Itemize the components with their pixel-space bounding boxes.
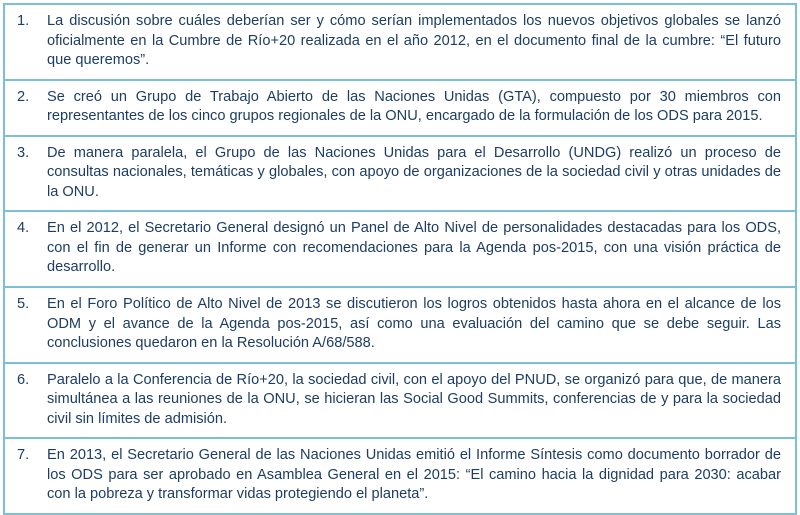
item-text: En el 2012, el Secretario General designó un Panel de Alto Nivel de personalidades destacadas para los ODS, con el fin de generar un Informe con recomendaciones para la Agenda pos-2015, con una visión práctica de desarrollo. [47, 220, 781, 276]
list-item [5, 137, 795, 213]
item-text: Paralelo a la Conferencia de Río+20, la sociedad civil, con el apoyo del PNUD, se organizó para que, de manera simultánea a las reuniones de la ONU, se hicieran las Social Good Summits, conferencias de y para la sociedad civil sin límites de admisión. [47, 371, 781, 427]
list-item [5, 5, 795, 81]
item-number: 3. [17, 144, 30, 161]
item-number: 4. [17, 220, 30, 237]
item-number: 7. [17, 447, 30, 464]
item-number: 1. [17, 13, 30, 29]
item-text: Se creó un Grupo de Trabajo Abierto de las Naciones Unidas (GTA), compuesto por 30 miembros con representantes de los cinco grupos regionales de la ONU, encargado de la formulación de los ODS para 2015. [47, 88, 781, 125]
item-text: La discusión sobre cuáles deberían ser y cómo serían implementados los nuevos objetivos globales se lanzó oficialmente en la Cumbre de Río+20 realizada en el año 2012, en el documento final de la cumbre: “El futuro que queremos”. [47, 13, 781, 69]
item-number: 2. [17, 88, 30, 105]
item-text: En 2013, el Secretario General de las Naciones Unidas emitió el Informe Síntesis como documento borrador de los ODS para ser aprobado en Asamblea General en el 2015: “El camino hacia la dignidad para 2030: acabar con la pobreza y transformar vidas protegiendo el planeta”. [47, 447, 781, 503]
ods-timeline-table [3, 3, 797, 515]
item-text: En el Foro Político de Alto Nivel de 2013 se discutieron los logros obtenidos hasta ahora en el alcance de los ODM y el avance de la Agenda pos-2015, así como una evaluación del camino que se debe seguir. Las conclusiones quedaron en la Resolución A/68/588. [47, 296, 781, 352]
item-text: De manera paralela, el Grupo de las Naciones Unidas para el Desarrollo (UNDG) realizó un proceso de consultas nacionales, temáticas y globales, con apoyo de organizaciones de la sociedad civil y otras unidades de la ONU. [47, 144, 781, 200]
list-item [5, 364, 795, 440]
list-item [5, 439, 795, 513]
list-item [5, 81, 795, 137]
item-number: 6. [17, 371, 30, 388]
item-number: 5. [17, 296, 30, 313]
list-item [5, 288, 795, 364]
list-item [5, 212, 795, 288]
